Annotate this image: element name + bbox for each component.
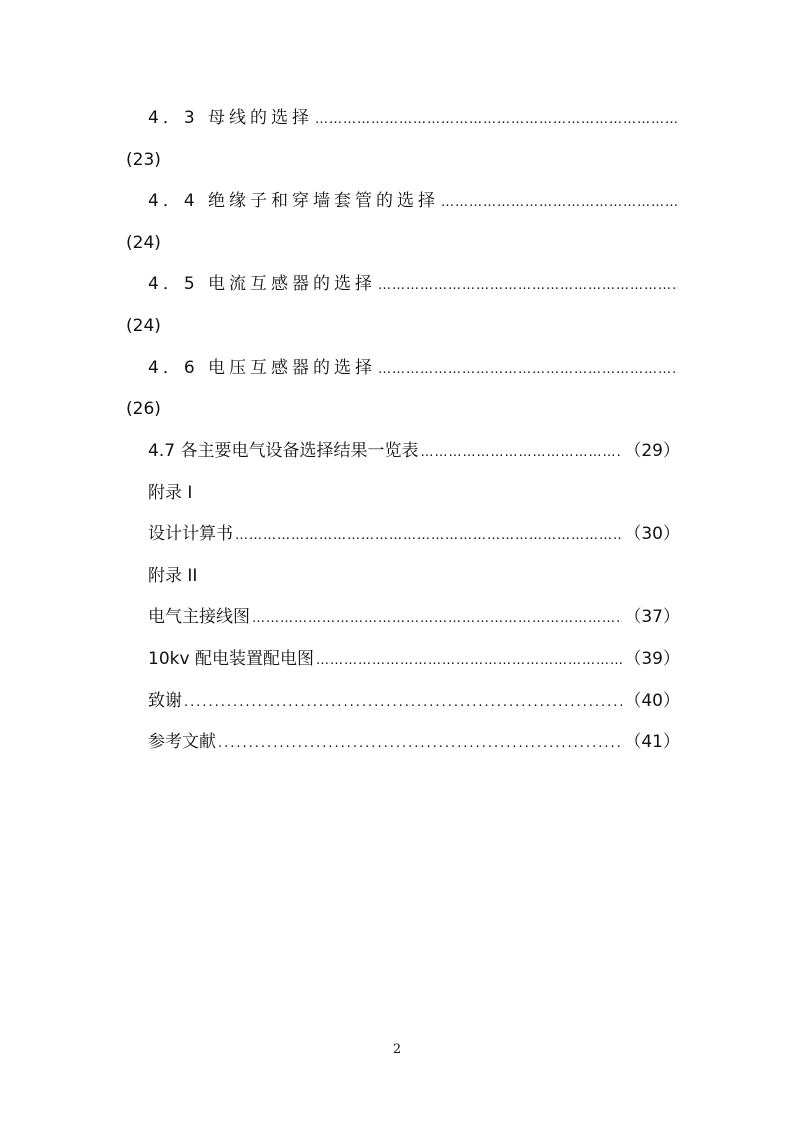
toc-page-number: (23) — [126, 150, 161, 170]
toc-leader — [235, 524, 622, 548]
toc-page-number: (24) — [126, 316, 161, 336]
toc-label: 4．3 母线的选择 — [148, 108, 314, 128]
toc-appendix-2-heading[interactable]: 附录 II — [148, 566, 198, 586]
toc-page-number: （29） — [624, 441, 680, 461]
toc-page-number: (24) — [126, 233, 161, 253]
toc-leader — [378, 358, 678, 382]
toc-entry-4-5[interactable] — [148, 272, 680, 296]
toc-page-number: （40） — [624, 691, 680, 711]
toc-leader — [420, 441, 622, 465]
toc-page-number: (26) — [126, 399, 161, 419]
toc-label: 设计计算书 — [148, 524, 233, 544]
toc-appendix-1-heading[interactable]: 附录 I — [148, 483, 193, 503]
toc-leader — [378, 274, 678, 298]
toc-leader — [184, 691, 622, 715]
toc-label: 4．5 电流互感器的选择 — [148, 274, 377, 294]
toc-entry-4-3[interactable] — [148, 106, 680, 130]
toc-label: 电气主接线图 — [148, 607, 250, 627]
toc-label: 4．6 电压互感器的选择 — [148, 358, 377, 378]
page-number: 2 — [392, 1042, 402, 1057]
toc-page-number: （30） — [624, 524, 680, 544]
toc-entry-main-wiring-diagram[interactable] — [148, 605, 680, 629]
toc-leader — [315, 108, 678, 132]
toc-entry-acknowledgements[interactable] — [148, 689, 680, 713]
toc-page-number: （39） — [624, 649, 680, 669]
toc-entry-4-4[interactable] — [148, 189, 680, 213]
toc-leader — [218, 732, 622, 756]
toc-label: 参考文献 — [148, 732, 216, 752]
toc-entry-references[interactable] — [148, 730, 680, 754]
toc-label: 4.7 各主要电气设备选择结果一览表 — [148, 441, 419, 461]
toc-label: 致谢 — [148, 691, 182, 711]
toc-page-number: （37） — [624, 607, 680, 627]
toc-label: 4．4 绝缘子和穿墙套管的选择 — [148, 191, 440, 211]
toc-page-number: （41） — [624, 732, 680, 752]
toc-label: 10kv 配电装置配电图 — [148, 649, 314, 669]
toc-leader — [252, 607, 622, 631]
toc-leader — [316, 649, 622, 673]
toc-entry-4-7[interactable] — [148, 439, 680, 463]
toc-leader — [441, 191, 678, 215]
toc-entry-design-calculations[interactable] — [148, 522, 680, 546]
toc-entry-4-6[interactable] — [148, 356, 680, 380]
toc-entry-10kv-distribution[interactable] — [148, 647, 680, 671]
